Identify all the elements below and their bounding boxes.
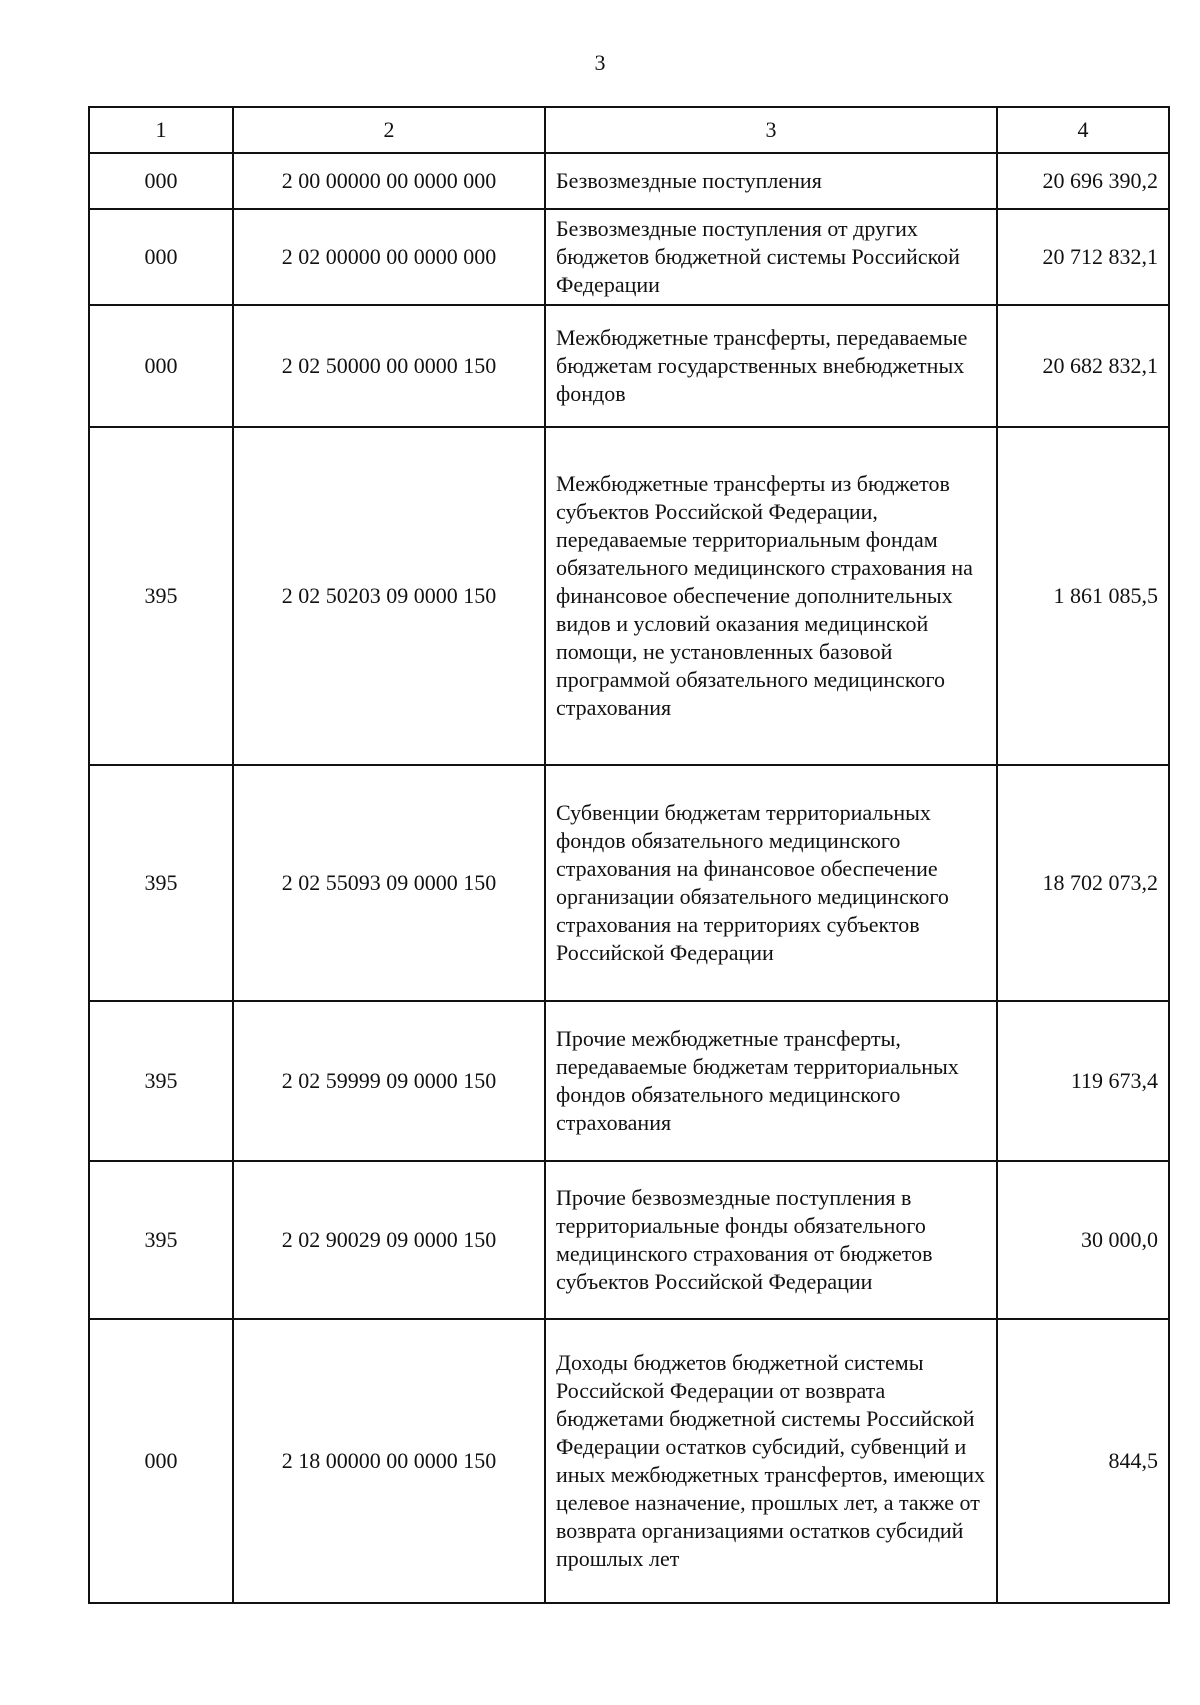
revenue-table [88,106,1170,1604]
admin-code-cell: 395 [89,1161,233,1319]
table-row [89,1161,1169,1319]
amount-cell: 20 696 390,2 [997,153,1169,209]
table-row [89,1001,1169,1161]
budget-code-cell: 2 02 55093 09 0000 150 [233,765,545,1001]
description-cell: Прочие межбюджетные трансферты, передаваемые бюджетам территориальных фондов обязательного медицинского страхования [545,1001,997,1161]
admin-code-cell: 000 [89,305,233,427]
admin-code-cell: 395 [89,1001,233,1161]
amount-cell: 1 861 085,5 [997,427,1169,765]
page-number: 3 [594,50,606,75]
admin-code-cell: 000 [89,209,233,305]
column-header-3: 3 [545,107,997,153]
description-cell: Субвенции бюджетам территориальных фондов обязательного медицинского страхования на финансовое обеспечение организации обязательного медицинского страхования на территориях субъектов Российской Федерации [545,765,997,1001]
budget-code-cell: 2 02 59999 09 0000 150 [233,1001,545,1161]
column-header-1: 1 [89,107,233,153]
budget-code-cell: 2 02 00000 00 0000 000 [233,209,545,305]
admin-code-cell: 395 [89,765,233,1001]
budget-code-cell: 2 02 50203 09 0000 150 [233,427,545,765]
column-header-4: 4 [997,107,1169,153]
description-cell: Безвозмездные поступления от других бюджетов бюджетной системы Российской Федерации [545,209,997,305]
budget-code-cell: 2 18 00000 00 0000 150 [233,1319,545,1603]
description-cell: Безвозмездные поступления [545,153,997,209]
admin-code-cell: 000 [89,153,233,209]
budget-code-cell: 2 02 50000 00 0000 150 [233,305,545,427]
table-row [89,153,1169,209]
column-header-2: 2 [233,107,545,153]
amount-cell: 30 000,0 [997,1161,1169,1319]
admin-code-cell: 000 [89,1319,233,1603]
budget-code-cell: 2 00 00000 00 0000 000 [233,153,545,209]
description-cell: Доходы бюджетов бюджетной системы Российской Федерации от возврата бюджетами бюджетной системы Российской Федерации остатков субсидий, субвенций и иных межбюджетных трансфертов, имеющих целевое назначение, прошлых лет, а также от возврата организациями остатков субсидий прошлых лет [545,1319,997,1603]
table-row [89,209,1169,305]
admin-code-cell: 395 [89,427,233,765]
table-row [89,427,1169,765]
amount-cell: 20 682 832,1 [997,305,1169,427]
amount-cell: 844,5 [997,1319,1169,1603]
table-row [89,305,1169,427]
description-cell: Межбюджетные трансферты из бюджетов субъектов Российской Федерации, передаваемые территориальным фондам обязательного медицинского страхования на финансовое обеспечение дополнительных видов и условий оказания медицинской помощи, не установленных базовой программой обязательного медицинского страхования [545,427,997,765]
budget-code-cell: 2 02 90029 09 0000 150 [233,1161,545,1319]
description-cell: Прочие безвозмездные поступления в территориальные фонды обязательного медицинского страхования от бюджетов субъектов Российской Федерации [545,1161,997,1319]
table-row [89,1319,1169,1603]
description-cell: Межбюджетные трансферты, передаваемые бюджетам государственных внебюджетных фондов [545,305,997,427]
amount-cell: 20 712 832,1 [997,209,1169,305]
amount-cell: 119 673,4 [997,1001,1169,1161]
table-header-row [89,107,1169,153]
amount-cell: 18 702 073,2 [997,765,1169,1001]
table-row [89,765,1169,1001]
